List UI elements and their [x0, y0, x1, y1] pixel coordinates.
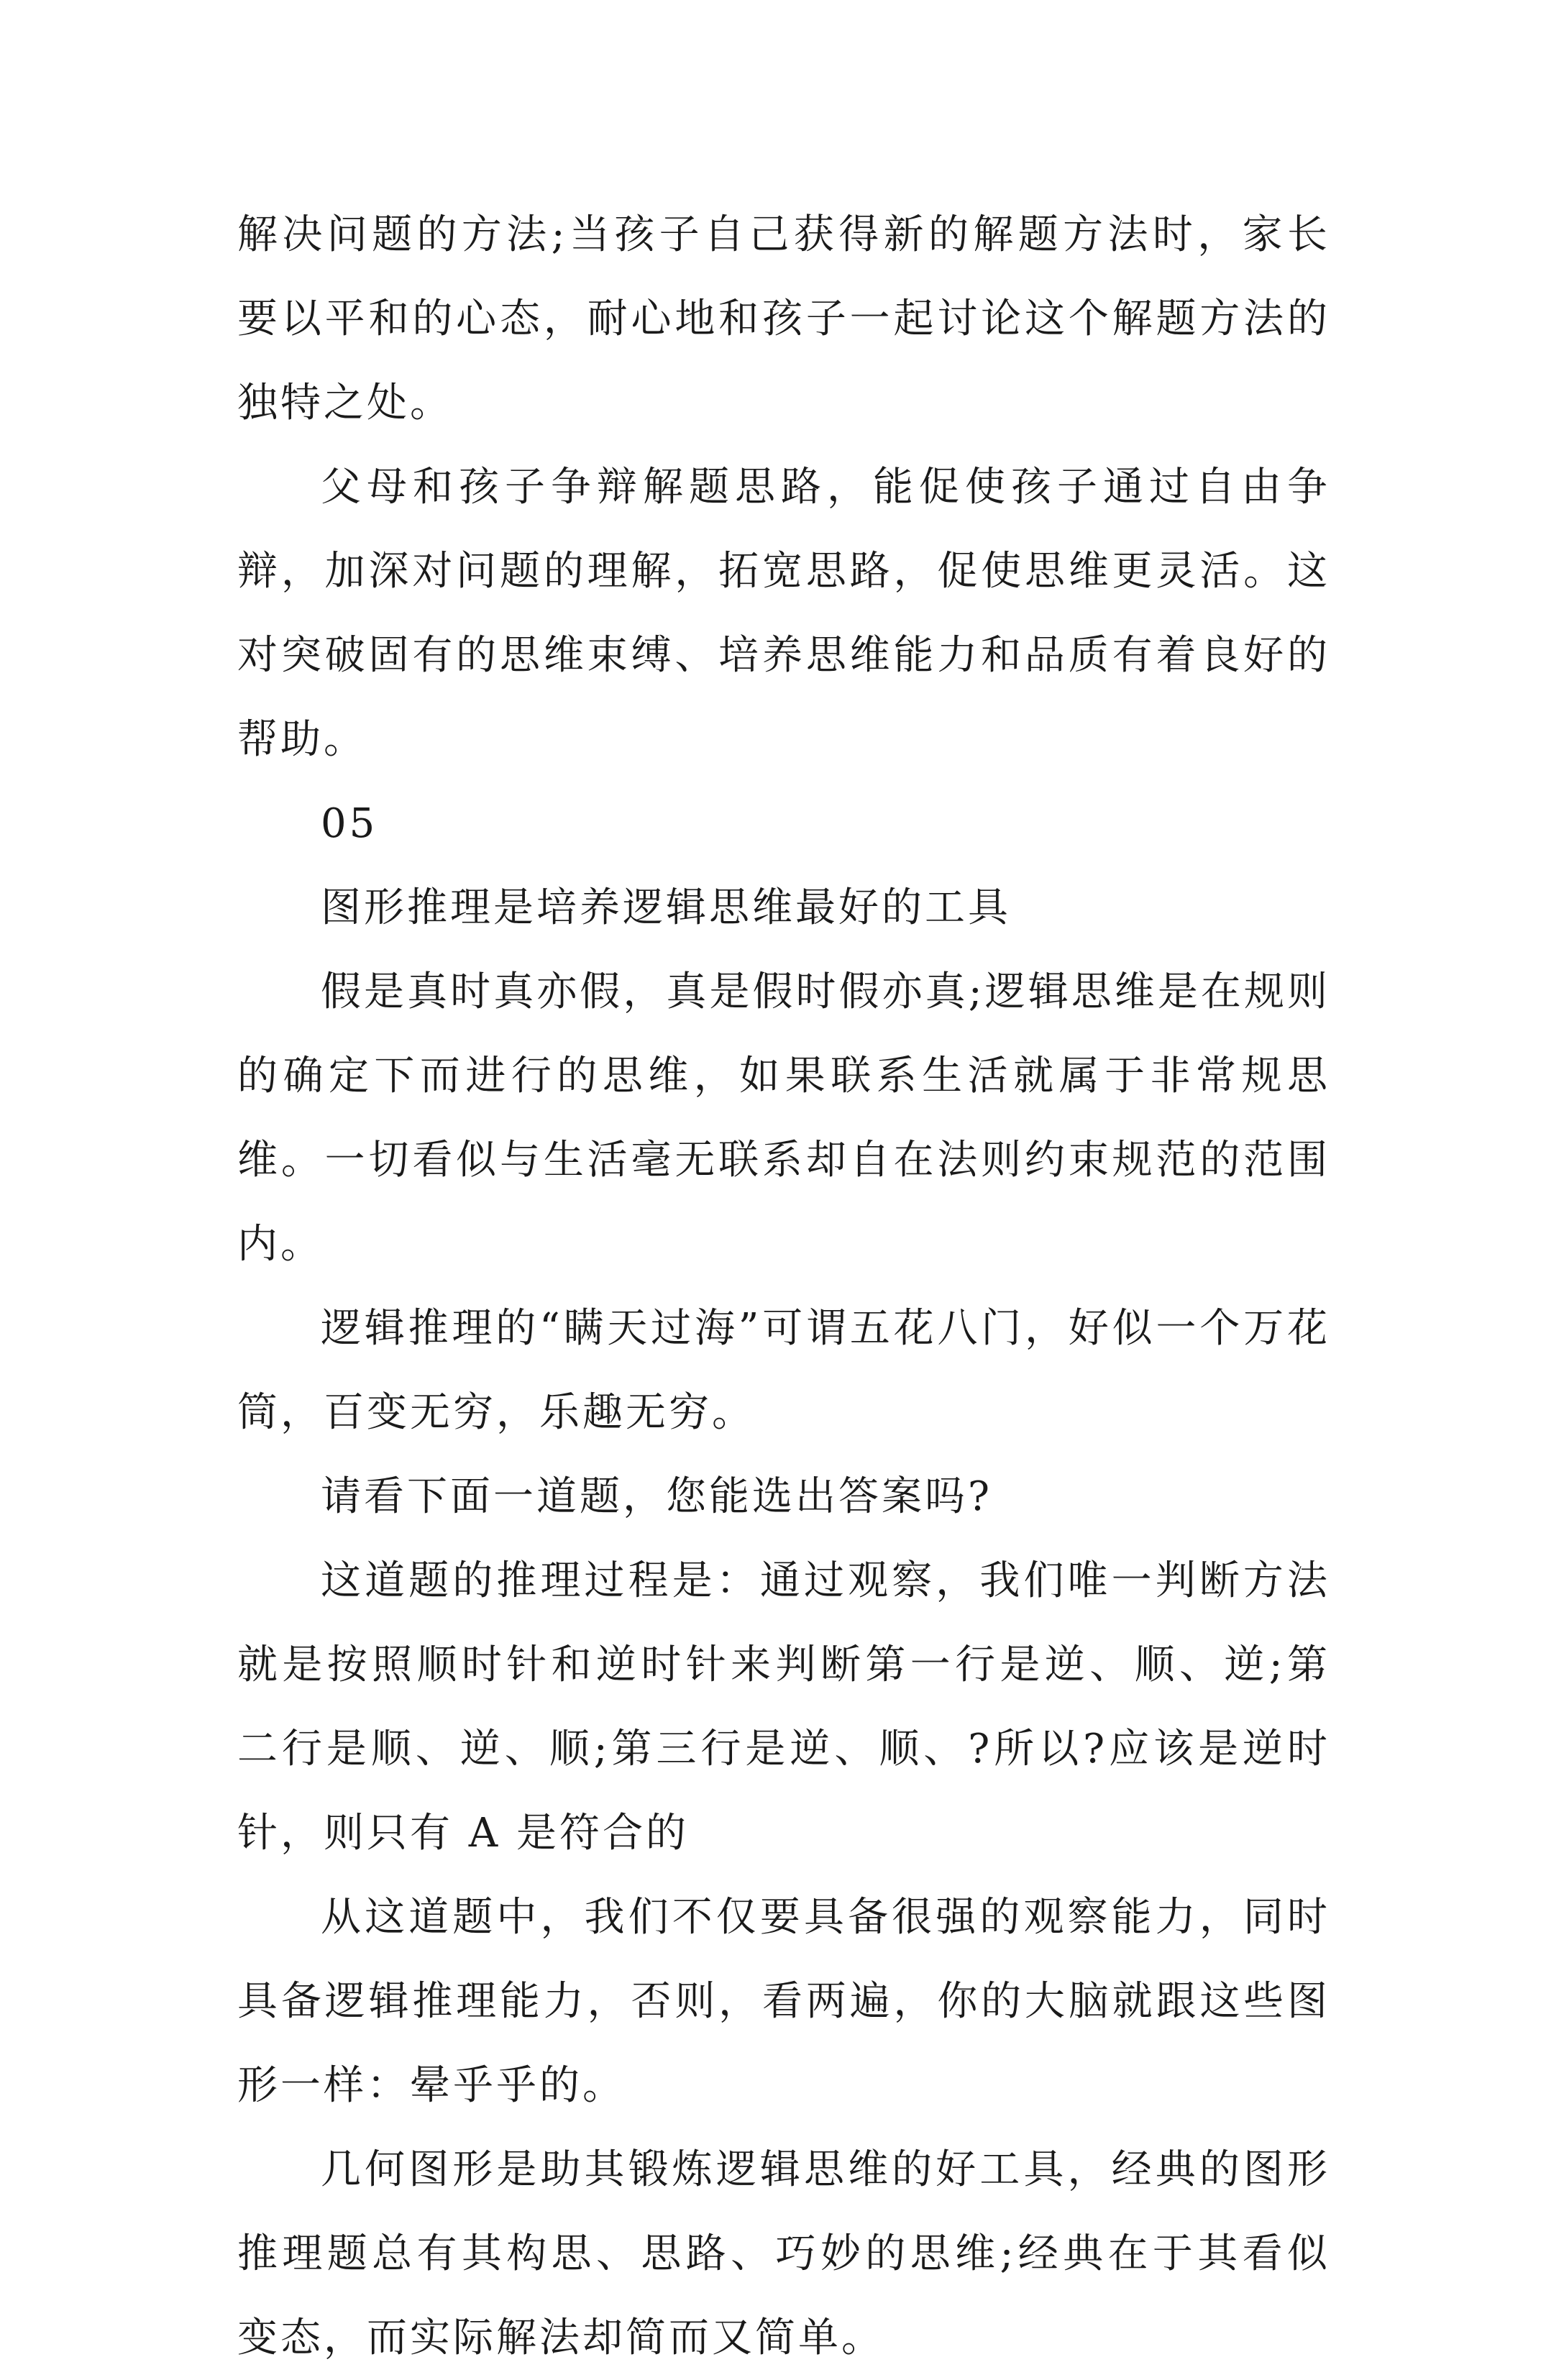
paragraph: 请看下面一道题，您能选出答案吗?: [321, 1473, 993, 1520]
paragraph: 几何图形是助其锻炼逻辑思维的好工具，经典的图形推理题总有其构思、思路、巧妙的思维;经典在于其看似变态，而实际解法却简而又简单。: [237, 2146, 1330, 2361]
paragraph-continued: 解决问题的方法;当孩子自己获得新的解题方法时，家长要以平和的心态，耐心地和孩子一起讨论这个解题方法的独特之处。: [237, 211, 1330, 426]
paragraph: 假是真时真亦假，真是假时假亦真;逻辑思维是在规则的确定下而进行的思维，如果联系生活就属于非常规思维。一切看似与生活毫无联系却自在法则约束规范的范围内。: [237, 969, 1330, 1268]
section-title: 图形推理是培养逻辑思维最好的工具: [321, 884, 1011, 931]
paragraph: 这道题的推理过程是：通过观察，我们唯一判断方法就是按照顺时针和逆时针来判断第一行是逆、顺、逆;第二行是顺、逆、顺;第三行是逆、顺、?所以?应该是逆时针，则只有 A 是符合的: [237, 1557, 1330, 1857]
paragraph: 父母和孩子争辩解题思路，能促使孩子通过自由争辩，加深对问题的理解，拓宽思路，促使思维更灵活。这对突破固有的思维束缚、培养思维能力和品质有着良好的帮助。: [237, 464, 1330, 763]
paragraph: 从这道题中，我们不仅要具备很强的观察能力，同时具备逻辑推理能力，否则，看两遍，你的大脑就跟这些图形一样：晕乎乎的。: [237, 1894, 1330, 2109]
document-body: [237, 193, 1330, 2380]
paragraph: 逻辑推理的“瞒天过海”可谓五花八门，好似一个万花筒，百变无穷，乐趣无穷。: [237, 1305, 1330, 1436]
section-number: 05: [321, 800, 378, 847]
